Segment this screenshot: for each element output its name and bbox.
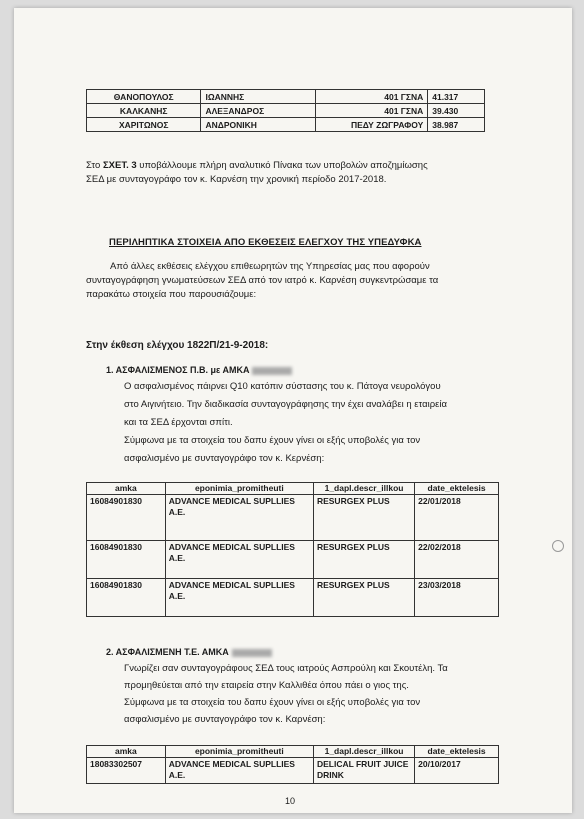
surname-cell: ΧΑΡΙΤΩΝΟΣ xyxy=(87,118,201,132)
table-row: 16084901830 ADVANCE MEDICAL SUPLLIES A.E. RESURGEX PLUS 22/01/2018 xyxy=(87,495,499,541)
name-cell: ΑΛΕΞΑΝΔΡΟΣ xyxy=(201,104,315,118)
document-page xyxy=(14,8,572,813)
section-heading: ΠΕΡΙΛΗΠΤΙΚΑ ΣΤΟΙΧΕΙΑ ΑΠΟ ΕΚΘΕΣΕΙΣ ΕΛΕΓΧΟΥ ΤΗΣ ΥΠΕΔΥΦΚΑ xyxy=(109,237,422,248)
summary-paragraph: Από άλλες εκθέσεις ελέγχου επιθεωρητών της Υπηρεσίας μας που αφορούν συνταγογράφηση γνωματεύσεων ΣΕΔ από τον ιατρό κ. Καρνέση συγκεντρώσαμε τα παρακάτω στοιχεία που παρουσιάζουμε: xyxy=(86,261,439,300)
item-2-table xyxy=(86,745,499,784)
page-number: 10 xyxy=(285,796,296,806)
item-1: 1. ΑΣΦΑΛΙΣΜΕΝΟΣ Π.Β. με ΑΜΚΑ Ο ασφαλισμένος πάιρνει Q10 κατόπιν σύστασης του κ. Πάτογα νευρολόγου στο Αιγινήτειο. Την διαδικασία συνταγογράφησης την έχει αναλάβει η εταιρεία και τα ΣΕΔ έρχονται σπίτι. Σύμφωνα με τα στοιχεία του δαπυ έχουν γίνει οι εξής υποβολές για τον ασφαλισμένο με συνταγογράφο τον κ. Κερνέση: xyxy=(106,365,447,464)
amount-cell: 39.430 xyxy=(428,104,485,118)
table-header-row: amka eponimia_promitheuti 1_dapl.descr_illkou date_ektelesis xyxy=(87,483,499,495)
top-table xyxy=(86,89,485,132)
redacted-amka xyxy=(232,649,272,657)
surname-cell: ΘΑΝΟΠΟΥΛΟΣ xyxy=(87,90,201,104)
item-2: 2. ΑΣΦΑΛΙΣΜΕΝΗ Τ.Ε. ΑΜΚΑ Γνωρίζει σαν συνταγογράφους ΣΕΔ τους ιατρούς Ασπρούλη και Σκουτέλη. Τα προμηθεύεται από την εταιρεία στην Καλλιθέα όπου πάει ο γιος της. Σύμφωνα με τα στοιχεία του δαπυ έχουν γίνει οι εξής υποβολές για τον ασφαλισμένο με συνταγογράφο τον κ. Καρνέση: xyxy=(106,647,448,725)
scan-mark-icon xyxy=(552,540,564,552)
name-cell: ΙΩΑΝΝΗΣ xyxy=(201,90,315,104)
name-cell: ΑΝΔΡΟΝΙΚΗ xyxy=(201,118,315,132)
intro-paragraph: Στο ΣΧΕΤ. 3 υποβάλλουμε πλήρη αναλυτικό Πίνακα των υποβολών αποζημίωσης ΣΕΔ με συνταγογράφο τον κ. Καρνέση την χρονική περίοδο 2017-2018. xyxy=(86,160,428,185)
table-row xyxy=(87,90,485,104)
table-row: 16084901830 ADVANCE MEDICAL SUPLLIES A.E. RESURGEX PLUS 23/03/2018 xyxy=(87,579,499,617)
table-row: 18083302507 ADVANCE MEDICAL SUPLLIES A.E. DELICAL FRUIT JUICE DRINK 20/10/2017 xyxy=(87,758,499,784)
unit-cell: 401 ΓΣΝΑ xyxy=(315,90,427,104)
unit-cell: 401 ΓΣΝΑ xyxy=(315,104,427,118)
report-heading: Στην έκθεση ελέγχου 1822Π/21-9-2018: xyxy=(86,340,269,351)
unit-cell: ΠΕΔΥ ΖΩΓΡΑΦΟΥ xyxy=(315,118,427,132)
item-title: 1. ΑΣΦΑΛΙΣΜΕΝΟΣ Π.Β. με ΑΜΚΑ xyxy=(106,365,250,375)
item-title: 2. ΑΣΦΑΛΙΣΜΕΝΗ Τ.Ε. ΑΜΚΑ xyxy=(106,647,229,657)
attachment-ref: ΣΧΕΤ. 3 xyxy=(102,160,137,171)
amount-cell: 38.987 xyxy=(428,118,485,132)
table-row xyxy=(87,118,485,132)
table-header-row: amka eponimia_promitheuti 1_dapl.descr_illkou date_ektelesis xyxy=(87,746,499,758)
amount-cell: 41.317 xyxy=(428,90,485,104)
table-row xyxy=(87,104,485,118)
surname-cell: ΚΑΛΚΑΝΗΣ xyxy=(87,104,201,118)
redacted-amka xyxy=(252,367,292,375)
item-1-table xyxy=(86,482,499,617)
table-row: 16084901830 ADVANCE MEDICAL SUPLLIES A.E. RESURGEX PLUS 22/02/2018 xyxy=(87,541,499,579)
